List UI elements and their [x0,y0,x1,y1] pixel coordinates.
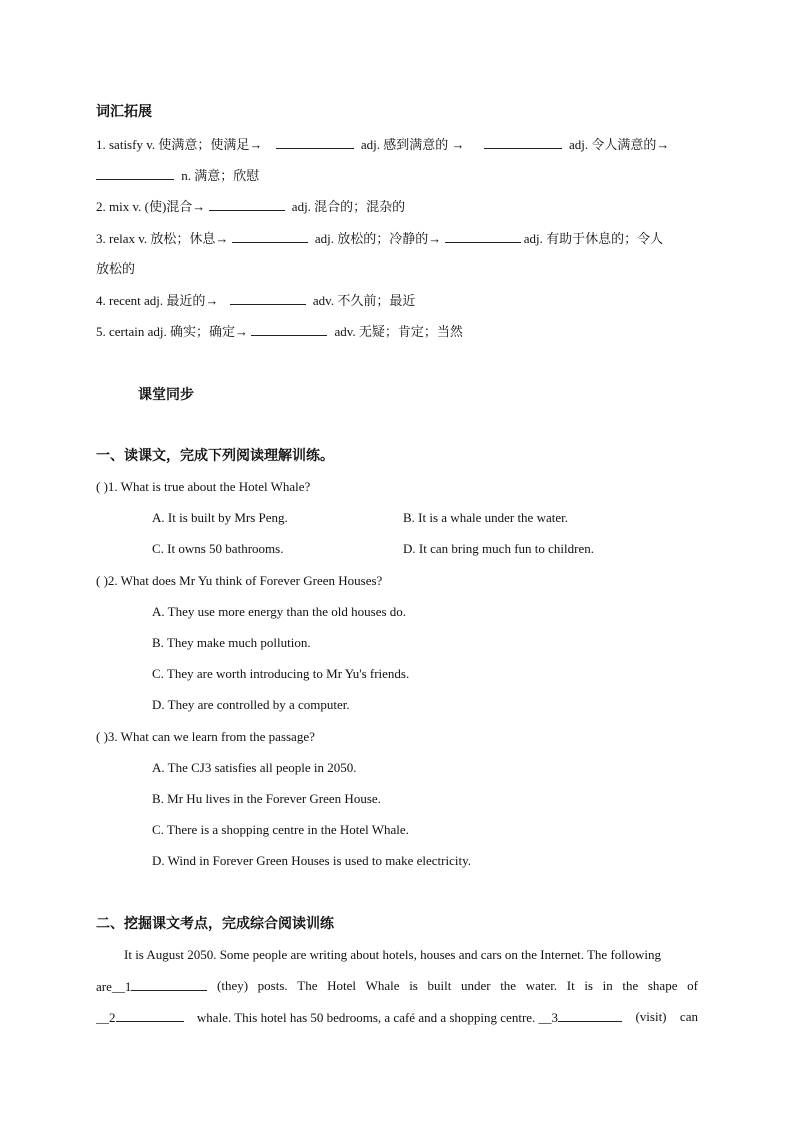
passage-line-2-word: water. [525,978,558,993]
passage-line-2-word: are__1 [96,978,207,995]
vocab-item-3-text-a: 3. relax v. 放松；休息→ [96,231,229,246]
passage-line-2-word: It [566,978,575,993]
q1-option-d[interactable]: D. It can bring much fun to children. [403,541,594,556]
passage-line-1 [124,947,698,963]
passage-line-2-word: the [622,978,639,993]
vocab-item-1-text-b: adj. 感到满意的 → [360,137,465,152]
q2-option-c[interactable]: C. They are worth introducing to Mr Yu's friends. [152,666,410,681]
question-3 [96,729,315,745]
vocab-item-1-blank-2[interactable] [484,136,562,149]
vocab-item-2-blank[interactable] [209,198,285,211]
passage-line-2-word: is [409,978,418,993]
q1-option-a[interactable]: A. It is built by Mrs Peng. [152,510,288,525]
part2-heading: 二、挖掘课文考点，完成综合阅读训练 [96,916,334,932]
vocab-item-3-blank-1[interactable] [232,230,308,243]
q1-option-c[interactable]: C. It owns 50 bathrooms. [152,541,284,556]
passage-line-2-word: The [297,978,318,993]
passage-blank-1[interactable] [131,978,207,991]
q3-option-a[interactable]: A. The CJ3 satisfies all people in 2050. [152,760,357,775]
answer-bracket-1[interactable]: ( ) [96,479,108,494]
passage-line-2-word: under [460,978,491,993]
vocab-item-5-text-b: adv. 无疑；肯定；当然 [334,324,463,339]
part1-heading: 一、读课文，完成下列阅读理解训练。 [96,448,334,464]
q2-option-b[interactable]: B. They make much pollution. [152,635,311,650]
question-1-stem: 1. What is true about the Hotel Whale? [107,479,311,494]
passage-line-2-word: (they) [217,978,249,993]
vocab-item-1-text-a: 1. satisfy v. 使满意；使满足→ [96,137,263,152]
vocab-item-3-text-c: adj. 有助于休息的；令人 [523,231,664,246]
vocab-item-3-text-b: adj. 放松的；冷静的→ [314,231,442,246]
vocab-item-3-blank-2[interactable] [445,230,521,243]
q3-option-b[interactable]: B. Mr Hu lives in the Forever Green House. [152,791,381,806]
vocab-item-2-text-a: 2. mix v. (使)混合→ [96,199,206,214]
vocab-item-1-blank-3[interactable] [96,167,174,180]
passage-line-2-word: Whale [365,978,400,993]
passage-line-2-word: shape [647,978,678,993]
passage-blank-3[interactable] [558,1009,622,1022]
vocab-item-1-blank-1[interactable] [276,136,354,149]
vocab-item-5-blank[interactable] [251,323,327,336]
q2-option-a[interactable]: A. They use more energy than the old houses do. [152,604,407,619]
vocab-item-1-text-c: adj. 令人满意的→ [569,137,670,152]
vocab-item-5-text-a: 5. certain adj. 确实；确定→ [96,324,248,339]
passage-line-3-seg: can [679,1009,698,1024]
vocab-item-4-text-b: adv. 不久前；最近 [312,293,416,308]
sync-heading: 课堂同步 [138,387,194,403]
passage-line-3-seg: __2 [96,1009,184,1026]
vocab-item-2-text-b: adj. 混合的；混杂的 [291,199,406,214]
question-1 [96,479,310,495]
vocab-item-4-text-a: 4. recent adj. 最近的→ [96,293,219,308]
q2-option-d[interactable]: D. They are controlled by a computer. [152,697,350,712]
question-2 [96,573,382,589]
vocab-item-5 [96,323,463,340]
passage-line-2-word: of [687,978,698,993]
vocab-heading: 词汇拓展 [96,104,152,120]
passage-line-3 [96,1009,698,1026]
passage-line-3-seg: whale. This hotel has 50 bedrooms, a café and a shopping centre. __3 [197,1009,622,1026]
passage-blank-2[interactable] [116,1009,184,1022]
passage-line-3-seg: (visit) [635,1009,667,1024]
q3-option-c[interactable]: C. There is a shopping centre in the Hotel Whale. [152,822,409,837]
vocab-item-2 [96,198,405,215]
passage-line-2-word: built [427,978,452,993]
question-2-stem: 2. What does Mr Yu think of Forever Green Houses? [107,573,383,588]
vocab-item-4-blank[interactable] [230,292,306,305]
vocab-item-3 [96,230,663,247]
answer-bracket-3[interactable]: ( ) [96,729,108,744]
question-3-stem: 3. What can we learn from the passage? [107,729,315,744]
vocab-item-3-cont: 放松的 [96,261,136,276]
vocab-item-1-cont [96,167,259,184]
vocab-item-1 [96,136,669,153]
q3-option-d[interactable]: D. Wind in Forever Green Houses is used to make electricity. [152,853,471,868]
passage-line-1-text: It is August 2050. Some people are writing about hotels, houses and cars on the Internet. The following [124,947,661,962]
q1-option-b[interactable]: B. It is a whale under the water. [403,510,568,525]
answer-bracket-2[interactable]: ( ) [96,573,108,588]
passage-line-2-word: the [500,978,517,993]
passage-line-2-word: is [584,978,593,993]
vocab-item-4 [96,292,415,309]
passage-line-2-word: posts. [257,978,288,993]
passage-line-2-word: Hotel [327,978,357,993]
vocab-item-1-text-d: n. 满意；欣慰 [181,168,260,183]
passage-line-2-word: in [602,978,613,993]
passage-line-2 [96,978,698,995]
